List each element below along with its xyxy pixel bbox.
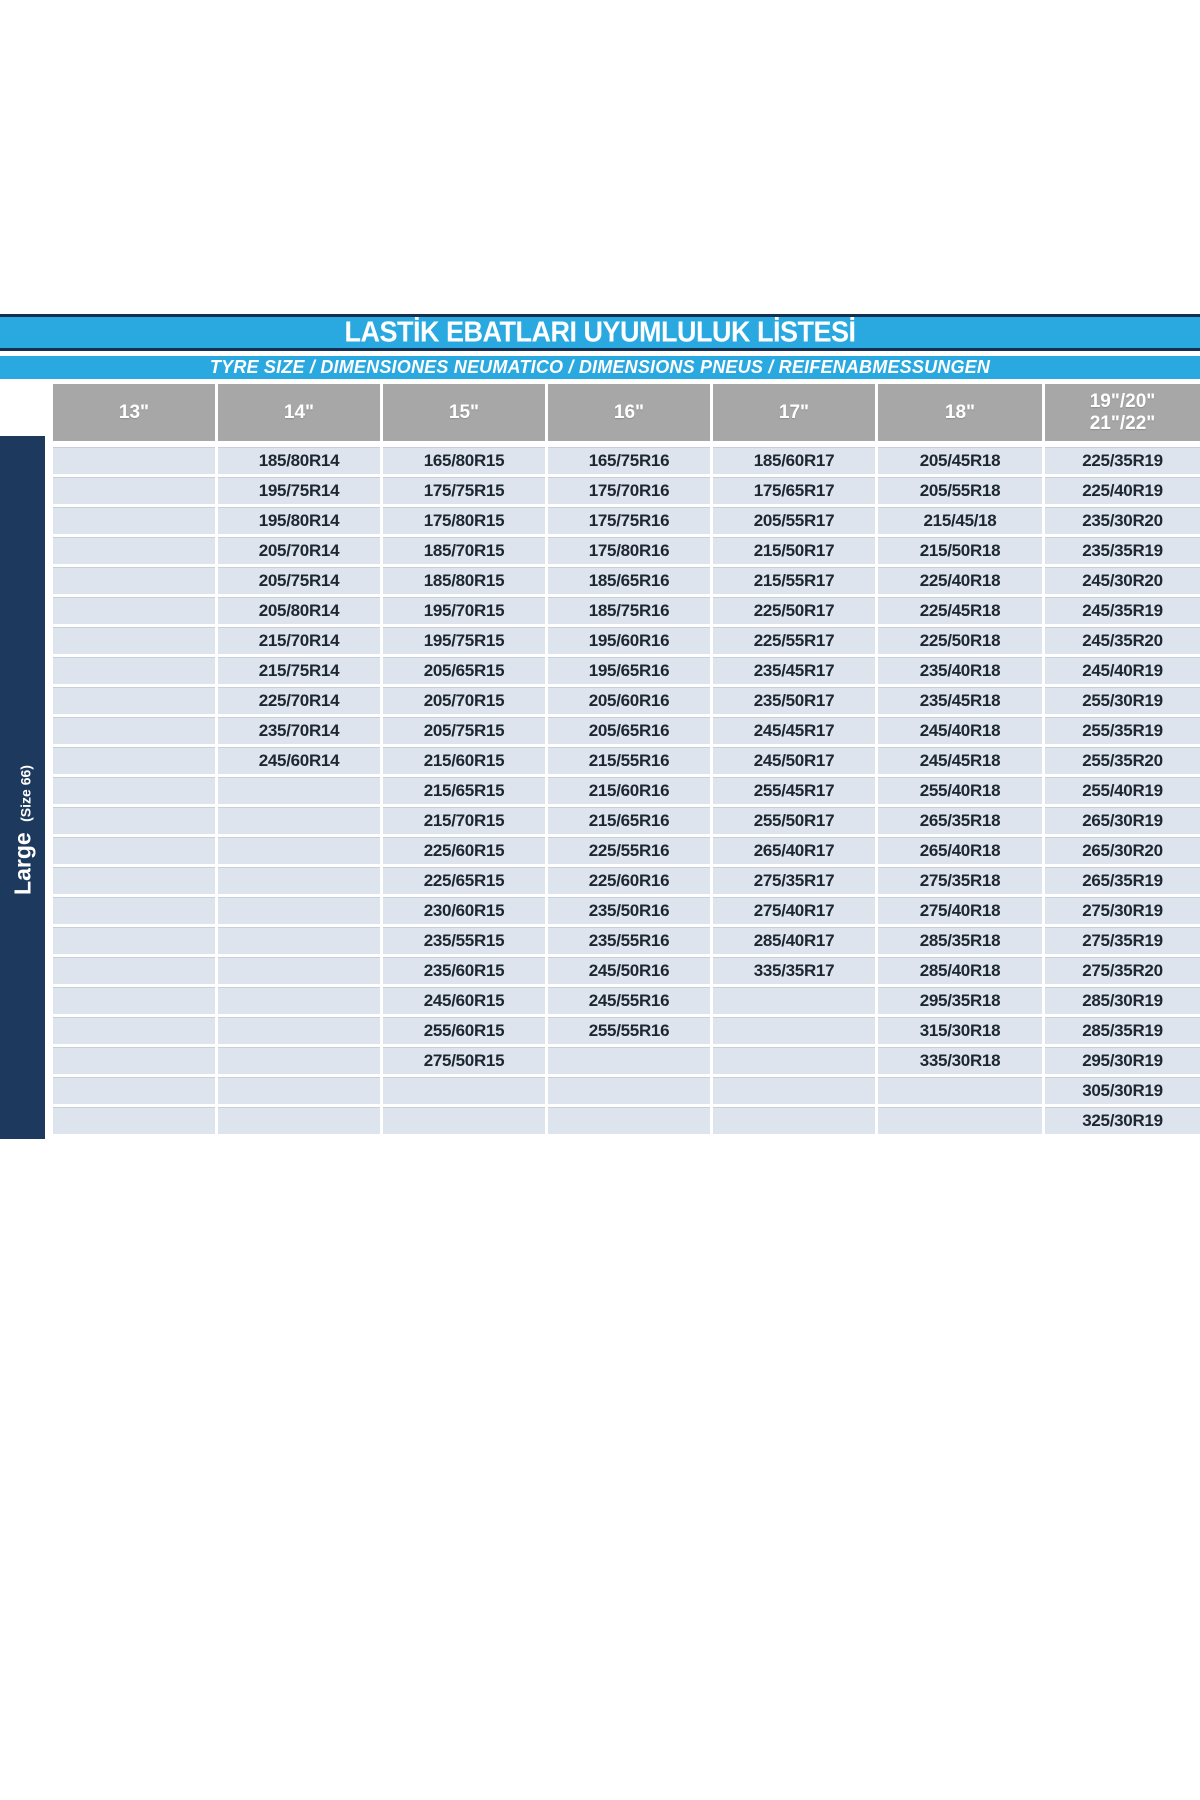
empty-cell: [53, 597, 215, 624]
size-cell: 255/40R19: [1045, 777, 1200, 804]
sidebar-label-main: Large: [9, 831, 35, 895]
empty-cell: [548, 1107, 710, 1134]
size-cell: 275/40R18: [878, 897, 1042, 924]
size-cell: 195/75R14: [218, 477, 380, 504]
size-cell: 285/35R18: [878, 927, 1042, 954]
empty-cell: [53, 897, 215, 924]
size-cell: 265/40R18: [878, 837, 1042, 864]
size-cell: 215/75R14: [218, 657, 380, 684]
size-cell: 175/75R15: [383, 477, 545, 504]
size-cell: 205/55R18: [878, 477, 1042, 504]
empty-cell: [53, 867, 215, 894]
size-cell: 225/40R18: [878, 567, 1042, 594]
empty-cell: [53, 657, 215, 684]
sidebar-large-size-band: [0, 436, 45, 1139]
column-1: [53, 384, 215, 1137]
size-cell: 185/80R15: [383, 567, 545, 594]
size-cell: 235/55R16: [548, 927, 710, 954]
empty-cell: [713, 1017, 875, 1044]
empty-cell: [53, 1077, 215, 1104]
empty-cell: [53, 1047, 215, 1074]
title-bar: [0, 317, 1200, 348]
size-cell: 215/55R16: [548, 747, 710, 774]
size-cell: 265/30R20: [1045, 837, 1200, 864]
size-cell: 205/70R14: [218, 537, 380, 564]
size-cell: 215/65R15: [383, 777, 545, 804]
size-cell: 285/35R19: [1045, 1017, 1200, 1044]
size-cell: 225/50R17: [713, 597, 875, 624]
empty-cell: [713, 1047, 875, 1074]
size-cell: 265/40R17: [713, 837, 875, 864]
empty-cell: [53, 987, 215, 1014]
size-cell: 215/70R14: [218, 627, 380, 654]
size-cell: 235/45R18: [878, 687, 1042, 714]
size-cell: 205/80R14: [218, 597, 380, 624]
page-title: LASTİK EBATLARI UYUMLULUK LİSTESİ: [344, 316, 856, 348]
size-cell: 215/70R15: [383, 807, 545, 834]
size-cell: 255/35R19: [1045, 717, 1200, 744]
empty-cell: [53, 507, 215, 534]
empty-cell: [53, 567, 215, 594]
size-cell: 295/35R18: [878, 987, 1042, 1014]
size-cell: 255/60R15: [383, 1017, 545, 1044]
size-cell: 205/75R14: [218, 567, 380, 594]
size-cell: 215/60R16: [548, 777, 710, 804]
empty-cell: [218, 927, 380, 954]
size-cell: 205/70R15: [383, 687, 545, 714]
size-cell: 235/35R19: [1045, 537, 1200, 564]
size-cell: 225/70R14: [218, 687, 380, 714]
empty-cell: [53, 687, 215, 714]
size-cell: 225/45R18: [878, 597, 1042, 624]
empty-cell: [53, 717, 215, 744]
size-cell: 245/45R17: [713, 717, 875, 744]
size-cell: 325/30R19: [1045, 1107, 1200, 1134]
empty-cell: [548, 1047, 710, 1074]
size-cell: 245/50R16: [548, 957, 710, 984]
column-4: [548, 384, 710, 1137]
size-cell: 175/70R16: [548, 477, 710, 504]
column-5: [713, 384, 875, 1137]
empty-cell: [53, 1107, 215, 1134]
size-cell: 245/60R15: [383, 987, 545, 1014]
size-cell: 175/80R15: [383, 507, 545, 534]
size-cell: 245/50R17: [713, 747, 875, 774]
size-cell: 245/45R18: [878, 747, 1042, 774]
size-cell: 285/40R18: [878, 957, 1042, 984]
size-cell: 235/50R16: [548, 897, 710, 924]
empty-cell: [218, 957, 380, 984]
size-cell: 255/50R17: [713, 807, 875, 834]
size-cell: 185/80R14: [218, 447, 380, 474]
size-cell: 265/30R19: [1045, 807, 1200, 834]
size-cell: 235/30R20: [1045, 507, 1200, 534]
empty-cell: [53, 777, 215, 804]
size-cell: 195/75R15: [383, 627, 545, 654]
column-header: 16": [548, 384, 710, 441]
sidebar-label-sub: (Size 66): [17, 764, 33, 822]
size-cell: 315/30R18: [878, 1017, 1042, 1044]
size-cell: 305/30R19: [1045, 1077, 1200, 1104]
size-cell: 175/65R17: [713, 477, 875, 504]
size-cell: 215/65R16: [548, 807, 710, 834]
size-cell: 215/50R18: [878, 537, 1042, 564]
size-cell: 255/30R19: [1045, 687, 1200, 714]
size-cell: 275/35R19: [1045, 927, 1200, 954]
mid-divider-line: [0, 348, 1200, 351]
page-subtitle: TYRE SIZE / DIMENSIONES NEUMATICO / DIMENSIONS PNEUS / REIFENABMESSUNGEN: [209, 357, 991, 377]
size-cell: 195/60R16: [548, 627, 710, 654]
size-cell: 245/30R20: [1045, 567, 1200, 594]
size-cell: 165/75R16: [548, 447, 710, 474]
size-cell: 195/70R15: [383, 597, 545, 624]
size-cell: 205/65R16: [548, 717, 710, 744]
size-cell: 205/45R18: [878, 447, 1042, 474]
size-cell: 225/60R15: [383, 837, 545, 864]
empty-cell: [218, 897, 380, 924]
empty-cell: [218, 777, 380, 804]
subtitle-bar: [0, 356, 1200, 379]
empty-cell: [383, 1107, 545, 1134]
size-cell: 225/35R19: [1045, 447, 1200, 474]
size-cell: 215/50R17: [713, 537, 875, 564]
size-cell: 265/35R19: [1045, 867, 1200, 894]
empty-cell: [713, 1077, 875, 1104]
empty-cell: [218, 807, 380, 834]
size-cell: 205/60R16: [548, 687, 710, 714]
column-header: 17": [713, 384, 875, 441]
size-cell: 255/45R17: [713, 777, 875, 804]
size-cell: 195/80R14: [218, 507, 380, 534]
size-cell: 245/55R16: [548, 987, 710, 1014]
empty-cell: [218, 1047, 380, 1074]
empty-cell: [218, 987, 380, 1014]
size-cell: 205/75R15: [383, 717, 545, 744]
size-cell: 165/80R15: [383, 447, 545, 474]
size-cell: 245/40R18: [878, 717, 1042, 744]
empty-cell: [548, 1077, 710, 1104]
size-cell: 245/60R14: [218, 747, 380, 774]
size-cell: 225/60R16: [548, 867, 710, 894]
column-header: 14": [218, 384, 380, 441]
size-cell: 275/50R15: [383, 1047, 545, 1074]
empty-cell: [53, 837, 215, 864]
empty-cell: [53, 927, 215, 954]
empty-cell: [53, 537, 215, 564]
size-cell: 255/55R16: [548, 1017, 710, 1044]
column-3: [383, 384, 545, 1137]
column-header: 19"/20" 21"/22": [1045, 384, 1200, 441]
empty-cell: [53, 1017, 215, 1044]
empty-cell: [53, 627, 215, 654]
size-cell: 185/65R16: [548, 567, 710, 594]
sidebar-label: [9, 765, 36, 895]
column-header: 15": [383, 384, 545, 441]
column-6: [878, 384, 1042, 1137]
size-cell: 255/40R18: [878, 777, 1042, 804]
empty-cell: [218, 867, 380, 894]
size-cell: 225/50R18: [878, 627, 1042, 654]
size-cell: 225/40R19: [1045, 477, 1200, 504]
size-cell: 175/75R16: [548, 507, 710, 534]
column-header: 13": [53, 384, 215, 441]
size-cell: 225/55R16: [548, 837, 710, 864]
size-cell: 275/30R19: [1045, 897, 1200, 924]
size-cell: 185/60R17: [713, 447, 875, 474]
empty-cell: [218, 837, 380, 864]
empty-cell: [878, 1077, 1042, 1104]
column-7: [1045, 384, 1200, 1137]
empty-cell: [383, 1077, 545, 1104]
size-cell: 265/35R18: [878, 807, 1042, 834]
size-cell: 195/65R16: [548, 657, 710, 684]
empty-cell: [713, 1107, 875, 1134]
size-cell: 225/65R15: [383, 867, 545, 894]
size-cell: 275/35R17: [713, 867, 875, 894]
size-cell: 215/60R15: [383, 747, 545, 774]
size-cell: 235/50R17: [713, 687, 875, 714]
size-cell: 215/45/18: [878, 507, 1042, 534]
size-cell: 235/70R14: [218, 717, 380, 744]
size-cell: 245/35R19: [1045, 597, 1200, 624]
column-header: 18": [878, 384, 1042, 441]
size-cell: 295/30R19: [1045, 1047, 1200, 1074]
size-cell: 235/55R15: [383, 927, 545, 954]
empty-cell: [53, 957, 215, 984]
empty-cell: [53, 447, 215, 474]
size-cell: 245/35R20: [1045, 627, 1200, 654]
size-cell: 225/55R17: [713, 627, 875, 654]
empty-cell: [218, 1107, 380, 1134]
empty-cell: [878, 1107, 1042, 1134]
size-cell: 285/30R19: [1045, 987, 1200, 1014]
size-cell: 205/55R17: [713, 507, 875, 534]
size-cell: 215/55R17: [713, 567, 875, 594]
size-cell: 275/35R18: [878, 867, 1042, 894]
empty-cell: [218, 1017, 380, 1044]
size-cell: 205/65R15: [383, 657, 545, 684]
size-cell: 230/60R15: [383, 897, 545, 924]
size-cell: 235/60R15: [383, 957, 545, 984]
empty-cell: [53, 807, 215, 834]
size-cell: 245/40R19: [1045, 657, 1200, 684]
size-table: [53, 384, 1200, 1137]
size-cell: 175/80R16: [548, 537, 710, 564]
size-cell: 235/40R18: [878, 657, 1042, 684]
size-cell: 335/30R18: [878, 1047, 1042, 1074]
size-cell: 235/45R17: [713, 657, 875, 684]
size-cell: 185/75R16: [548, 597, 710, 624]
empty-cell: [218, 1077, 380, 1104]
column-2: [218, 384, 380, 1137]
size-cell: 275/35R20: [1045, 957, 1200, 984]
size-cell: 185/70R15: [383, 537, 545, 564]
size-cell: 335/35R17: [713, 957, 875, 984]
empty-cell: [713, 987, 875, 1014]
empty-cell: [53, 747, 215, 774]
size-cell: 255/35R20: [1045, 747, 1200, 774]
empty-cell: [53, 477, 215, 504]
size-cell: 275/40R17: [713, 897, 875, 924]
size-cell: 285/40R17: [713, 927, 875, 954]
